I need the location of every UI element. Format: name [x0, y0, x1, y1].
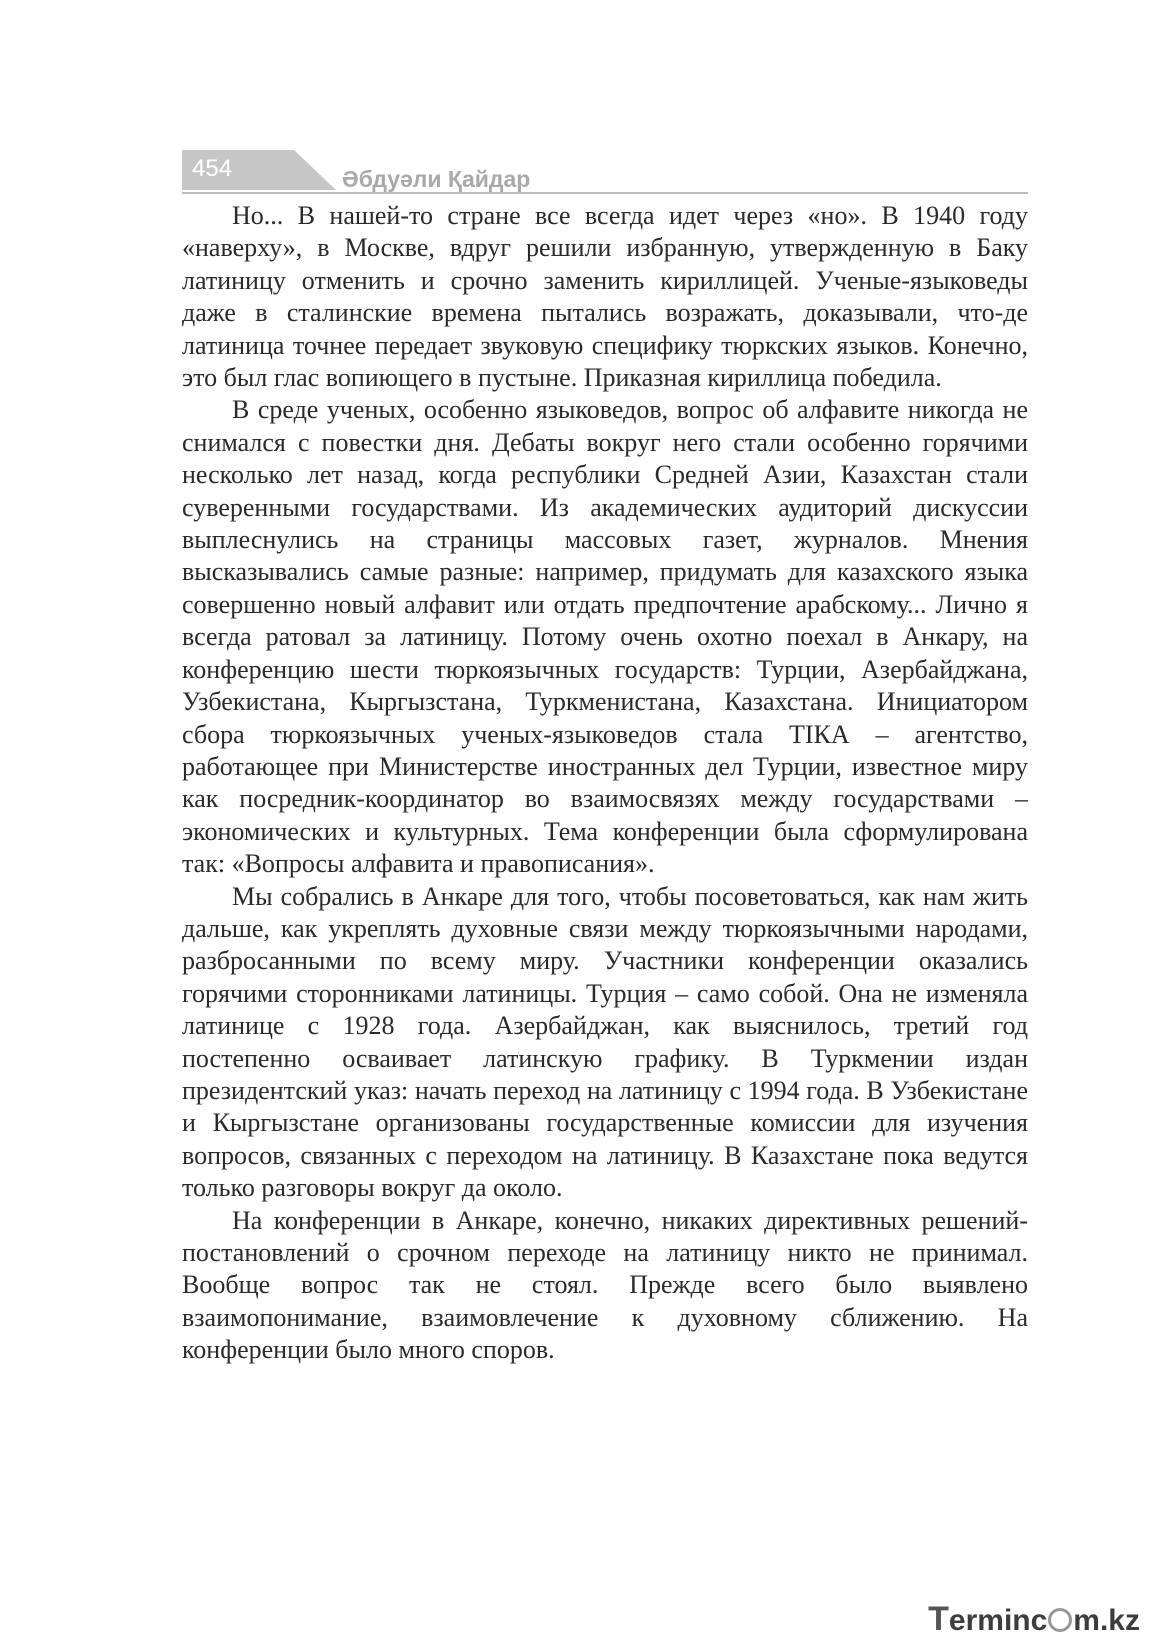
page-number: 454 — [192, 155, 233, 182]
paragraph-1: Но... В нашей-то стране все всегда идет через «но». В 1940 году «наверху», в Москве, вдруг решили избранную, утвержденную в Баку латиницу отменить и срочно заменить кириллицей. Ученые-языковеды даже в сталинские времена пытались возражать, доказывали, что-де латиница точнее передает звуковую специфику тюркских языков. Конечно, это был глас вопиющего в пустыне. Приказная кириллица победила. — [182, 201, 1028, 393]
paragraph-4: На конференции в Анкаре, конечно, никаких директивных решений-постановлений о срочном переходе на латиницу никто не принимал. Вообще вопрос так не стоял. Прежде всего было выявлено взаимопонимание, взаимовлечение к духовному сближению. На конференции было много споров. — [182, 1205, 1028, 1365]
watermark-text-2: m.kz — [1073, 1604, 1140, 1637]
running-header-author: Әбдуәли Қайдар — [342, 166, 531, 192]
running-header — [182, 150, 1028, 196]
paragraph-2: В среде ученых, особенно языковедов, вопрос об алфавите никогда не снимался с повестки дня. Дебаты вокруг него стали особенно горячими несколько лет назад, когда республики Средней Азии, Казахстан стали суверенными государствами. Из академических аудиторий дискуссии выплеснулись на страницы массовых газет, журналов. Мнения высказывались самые разные: например, придумать для казахского языка совершенно новый алфавит или отдать предпочтение арабскому... Лично я всегда ратовал за латиницу. Потому очень охотно поехал в Анкару, на конференцию шести тюркоязычных государств: Турции, Азербайджана, Узбекистана, Кыргызстана, Туркменистана, Казахстана. Инициатором сбора тюркоязычных ученых-языковедов стала ТІКА – агентство, работающее при Министерстве иностранных дел Турции, известное миру как посредник-координатор во взаимосвязях между государствами – экономических и культурных. Тема конференции была сформулирована так: «Вопросы алфавита и правописания». — [182, 395, 1028, 879]
watermark-t: T — [928, 1600, 949, 1638]
watermark-text-1: erminc — [948, 1604, 1048, 1637]
header-rule — [182, 192, 1028, 194]
paragraph-3: Мы собрались в Анкаре для того, чтобы посоветоваться, как нам жить дальше, как укреплять духовные связи между тюркоязычными народами, разбросанными по всему миру. Участники конференции оказались горячими сторонниками латиницы. Турция – само собой. Она не изменяла латинице с 1928 года. Азербайджан, как выяснилось, третий год постепенно осваивает латинскую графику. В Туркмении издан президентский указ: начать переход на латиницу с 1994 года. В Узбекистане и Кыргызстане организованы государственные комиссии для изучения вопросов, связанных с переходом на латиницу. В Казахстане пока ведутся только разговоры вокруг да около. — [182, 881, 1028, 1203]
watermark-logo — [928, 1600, 1140, 1639]
body-text — [182, 200, 1028, 1367]
watermark-o-icon — [1048, 1608, 1072, 1632]
